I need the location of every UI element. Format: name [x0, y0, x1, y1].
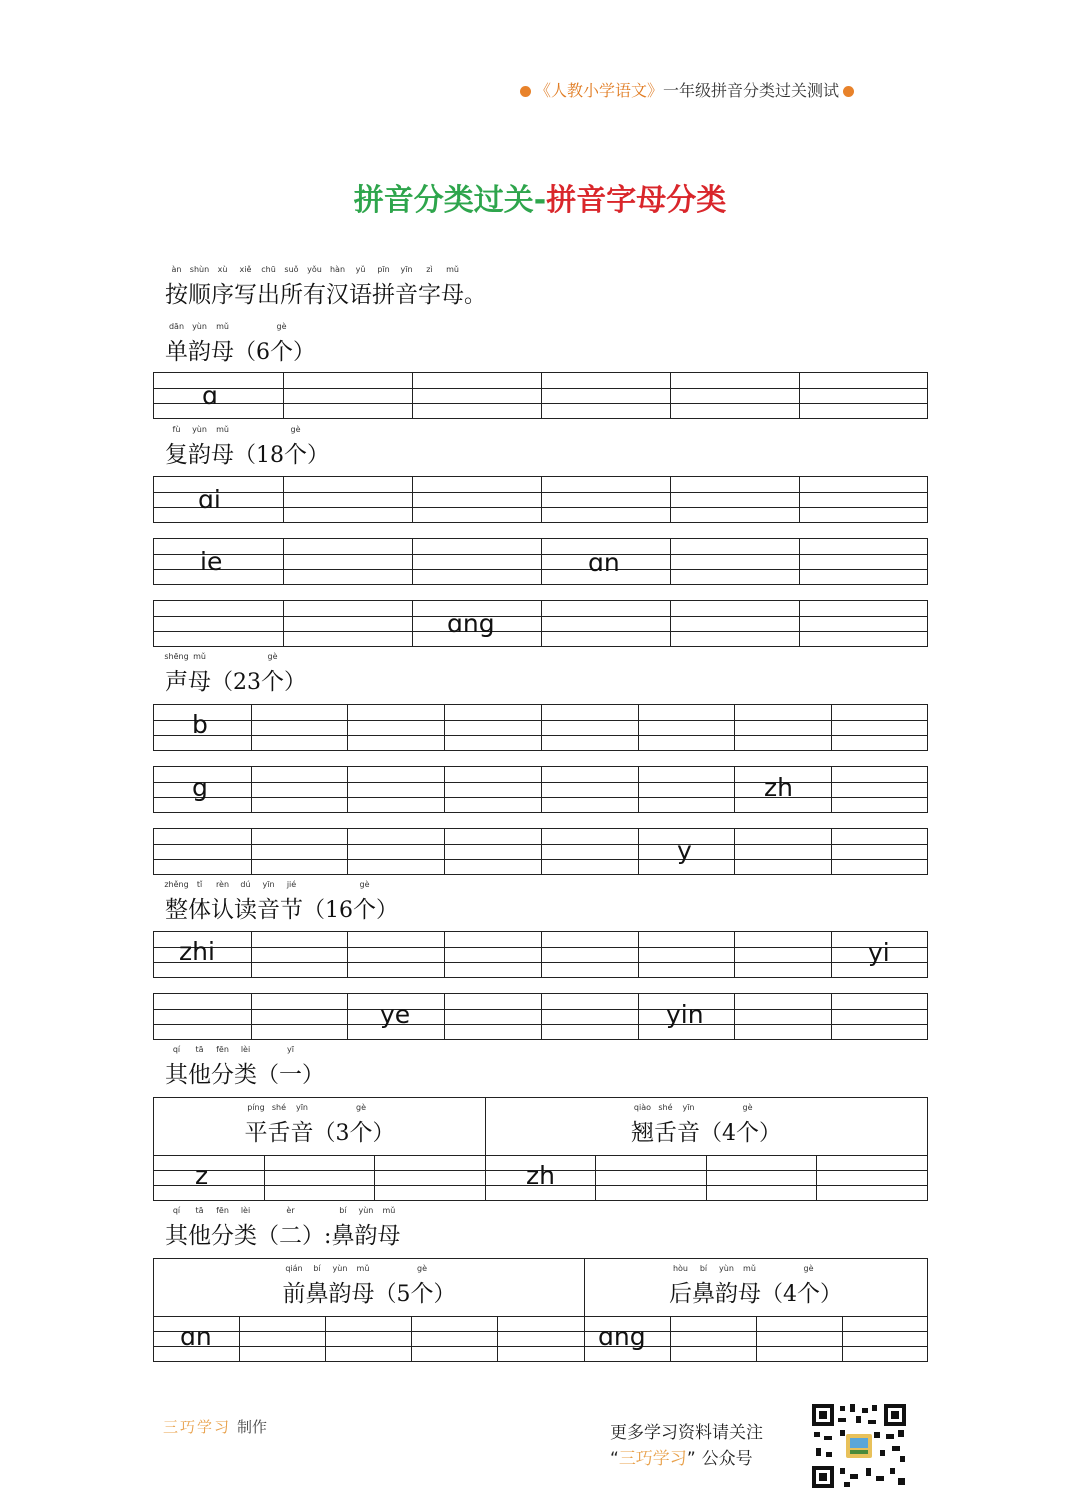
writing-grid[interactable]: [153, 766, 928, 813]
writing-grid[interactable]: [153, 1316, 928, 1362]
writing-grid[interactable]: [153, 704, 928, 751]
writing-grid[interactable]: [153, 476, 928, 523]
heading-other-1: qí 其 tā 他 fēn 分 lèi 类（ yī 一）: [165, 1045, 325, 1088]
writing-grid[interactable]: [153, 993, 928, 1040]
heading-hou-biyunmu: hòu 后 bí 鼻 yùn 韵 mǔ 母（4 gè 个）: [668, 1264, 842, 1307]
ruby-char: suǒ 所: [280, 265, 303, 308]
made-by-label: 制作: [237, 1418, 268, 1436]
heading-qiaosheyin: qiào 翘 shé 舌 yīn 音（4 gè 个）: [630, 1103, 781, 1146]
footer-credit: [163, 1416, 267, 1437]
answer-text: ɑ: [202, 381, 218, 410]
answer-text: z: [195, 1161, 209, 1190]
writing-grid[interactable]: [153, 1155, 928, 1201]
answer-text: ɑn: [588, 548, 620, 577]
ruby-char: àn 按: [165, 265, 188, 308]
answer-text: yin: [666, 1000, 704, 1029]
answer-text: ɑn: [180, 1322, 212, 1351]
page-title: [0, 175, 1080, 219]
shetou-box: [153, 1097, 928, 1201]
ruby-char: mǔ 母: [441, 265, 464, 308]
ruby-char: yǒu 有: [303, 265, 326, 308]
biyunmu-box: [153, 1258, 928, 1362]
answer-text: y: [677, 836, 692, 865]
answer-text: ie: [200, 547, 223, 576]
writing-grid[interactable]: [153, 538, 928, 585]
heading-dan-yunmu: dān 单 yùn 韵 mǔ 母（6 gè 个）: [165, 322, 316, 365]
series-tag: [516, 78, 858, 101]
title-part-red: 拼音字母分类: [546, 183, 727, 218]
instruction-period: 。: [464, 283, 487, 308]
qr-code-icon[interactable]: [810, 1402, 908, 1490]
answer-text: ɑng: [447, 609, 495, 638]
orange-dot-icon: [843, 86, 854, 97]
follow-line: 更多学习资料请关注: [610, 1423, 763, 1443]
writing-grid[interactable]: [153, 828, 928, 875]
answer-text: g: [192, 773, 208, 802]
ruby-char: xù 序: [211, 265, 234, 308]
heading-other-2: qí 其 tā 他 fēn 分 lèi 类（ èr 二）: bí 鼻 yùn 韵 mǔ 母: [165, 1206, 401, 1249]
heading-pingsheyin: píng 平 shé 舌 yīn 音（3 gè 个）: [244, 1103, 395, 1146]
series-book-name: 《人教小学语文》: [535, 81, 664, 100]
brand-name: 三巧学习: [618, 1449, 687, 1469]
heading-fu-yunmu: fù 复 yùn 韵 mǔ 母（18 gè 个）: [165, 425, 330, 468]
ruby-char: shùn 顺: [188, 265, 211, 308]
ruby-char: xiě 写: [234, 265, 257, 308]
answer-text: ɑi: [198, 485, 221, 514]
answer-text: zhi: [179, 937, 215, 966]
heading-qian-biyunmu: qián 前 bí 鼻 yùn 韵 mǔ 母（5 gè 个）: [282, 1264, 456, 1307]
writing-grid[interactable]: [153, 372, 928, 419]
brand-name: 三巧学习: [163, 1418, 232, 1436]
writing-grid[interactable]: [153, 931, 928, 978]
answer-text: ɑng: [598, 1322, 646, 1351]
answer-text: b: [192, 710, 208, 739]
ruby-char: yīn 音: [395, 265, 418, 308]
writing-grid[interactable]: [153, 600, 928, 647]
ruby-char: pīn 拼: [372, 265, 395, 308]
orange-dot-icon: [520, 86, 531, 97]
heading-shengmu: shēng 声 mǔ 母（23 gè 个）: [164, 652, 307, 695]
heading-zhengti-renduyinjie: zhěng 整 tǐ 体 rèn 认 dú 读 yīn 音 jié 节（16 gè 个）: [164, 880, 399, 923]
answer-text: ye: [380, 1000, 411, 1029]
answer-text: yi: [868, 938, 890, 967]
ruby-char: chū 出: [257, 265, 280, 308]
account-line: “三巧学习” 公众号: [610, 1449, 753, 1469]
ruby-char: zì 字: [418, 265, 441, 308]
answer-text: zh: [764, 773, 793, 802]
answer-text: zh: [526, 1161, 555, 1190]
series-test-name: 一年级拼音分类过关测试: [663, 81, 840, 100]
title-part-green: 拼音分类过关-: [353, 183, 547, 218]
instruction: [165, 265, 487, 311]
ruby-char: yǔ 语: [349, 265, 372, 308]
ruby-char: hàn 汉: [326, 265, 349, 308]
